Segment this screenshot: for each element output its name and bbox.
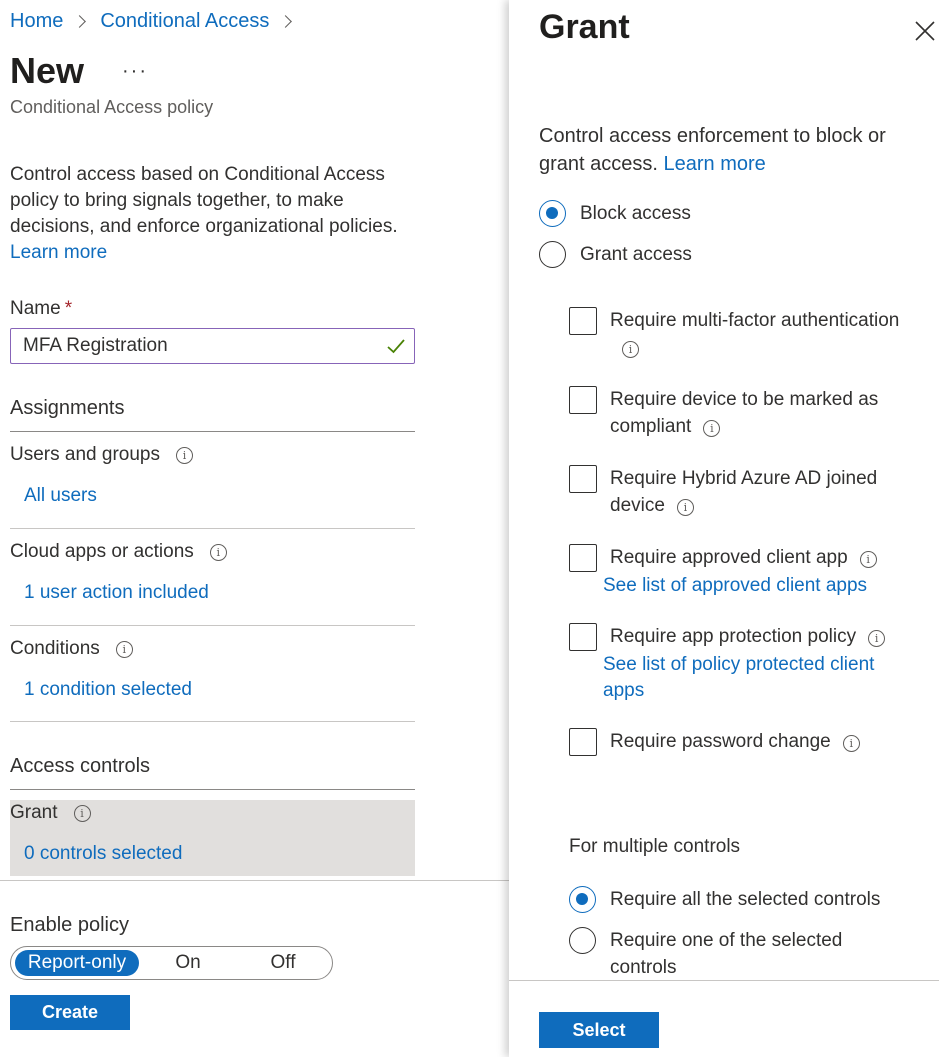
policy-description: [10, 162, 420, 266]
assignments-heading: Assignments: [10, 397, 125, 419]
multiple-controls-label: For multiple controls: [569, 836, 741, 857]
checkmark-icon: [386, 336, 406, 356]
control-approved-client-app-label: Require approved client app i: [610, 544, 900, 571]
control-password-change-label: Require password change i: [610, 728, 900, 755]
checkbox[interactable]: [569, 728, 597, 756]
grant-panel-description: [539, 122, 919, 178]
approved-client-apps-link[interactable]: See list of approved client apps: [603, 575, 868, 596]
grant-description-text: Control access enforcement to block or grant access.: [539, 125, 886, 175]
radio-selected[interactable]: [569, 886, 596, 913]
toggle-report-only[interactable]: Report-only: [15, 950, 139, 976]
checkbox[interactable]: [569, 623, 597, 651]
footer-divider: [509, 980, 939, 981]
cloud-apps-label-text: Cloud apps or actions: [10, 541, 194, 562]
page-title: New: [10, 50, 85, 91]
info-icon[interactable]: i: [176, 447, 193, 464]
grant-access-radio[interactable]: [539, 241, 692, 268]
enable-policy-toggle: [10, 946, 333, 980]
require-all-label: Require all the selected controls: [610, 889, 881, 910]
info-icon[interactable]: i: [703, 420, 720, 437]
radio-unselected[interactable]: [539, 241, 566, 268]
info-icon[interactable]: i: [860, 551, 877, 568]
conditions-label: [10, 638, 133, 660]
info-icon[interactable]: i: [868, 630, 885, 647]
description-text: Control access based on Conditional Access policy to bring signals together, to make decisions, and enforce organizational policies.: [10, 164, 398, 237]
radio-selected[interactable]: [539, 200, 566, 227]
info-icon[interactable]: i: [210, 544, 227, 561]
control-mfa-label: Require multi-factor authenticationi: [610, 310, 900, 356]
control-approved-client-app[interactable]: [569, 544, 900, 572]
name-label: [10, 298, 72, 320]
checkbox[interactable]: [569, 307, 597, 335]
divider: [10, 789, 415, 790]
enable-policy-label: Enable policy: [10, 914, 129, 936]
block-access-label: Block access: [580, 203, 691, 224]
grant-learn-more-link[interactable]: Learn more: [663, 153, 766, 175]
divider: [10, 721, 415, 722]
grant-value-link[interactable]: 0 controls selected: [24, 843, 183, 864]
grant-label-text: Grant: [10, 802, 58, 823]
control-password-change[interactable]: [569, 728, 900, 756]
checkbox[interactable]: [569, 544, 597, 572]
grant-panel: [509, 0, 939, 1057]
toggle-on[interactable]: On: [175, 952, 201, 973]
cloud-apps-label: [10, 541, 227, 563]
more-icon[interactable]: ···: [122, 60, 148, 82]
control-compliant-device[interactable]: [569, 386, 900, 440]
breadcrumb: [10, 10, 306, 33]
breadcrumb-home[interactable]: Home: [10, 10, 64, 32]
grant-access-label: Grant access: [580, 244, 692, 265]
radio-unselected[interactable]: [569, 927, 596, 954]
users-groups-label: [10, 444, 193, 466]
require-all-radio[interactable]: [569, 886, 880, 913]
control-app-protection-label: Require app protection policy i: [610, 623, 900, 650]
divider: [10, 625, 415, 626]
info-icon[interactable]: i: [622, 341, 639, 358]
checkbox[interactable]: [569, 386, 597, 414]
grant-label: [10, 802, 91, 824]
close-icon[interactable]: [914, 20, 936, 42]
toggle-off[interactable]: Off: [270, 952, 296, 973]
users-groups-label-text: Users and groups: [10, 444, 160, 465]
chevron-right-icon: [73, 15, 86, 28]
control-compliant-device-label: Require device to be marked as compliant i: [610, 389, 879, 437]
require-one-label: Require one of the selected controls: [610, 930, 843, 978]
require-one-radio[interactable]: [569, 927, 870, 981]
conditions-label-text: Conditions: [10, 638, 100, 659]
name-input[interactable]: [10, 328, 415, 364]
control-hybrid-joined[interactable]: [569, 465, 900, 519]
control-mfa[interactable]: [569, 307, 900, 361]
footer-divider: [0, 880, 509, 881]
breadcrumb-conditional-access[interactable]: Conditional Access: [100, 10, 270, 32]
cloud-apps-value-link[interactable]: 1 user action included: [24, 582, 209, 603]
divider: [10, 431, 415, 432]
chevron-right-icon: [279, 15, 292, 28]
info-icon[interactable]: i: [74, 805, 91, 822]
divider: [10, 528, 415, 529]
name-label-text: Name: [10, 298, 61, 319]
info-icon[interactable]: i: [116, 641, 133, 658]
select-button[interactable]: Select: [539, 1012, 659, 1048]
create-button[interactable]: Create: [10, 995, 130, 1030]
grant-panel-title: Grant: [539, 8, 630, 46]
users-groups-value-link[interactable]: All users: [24, 485, 97, 506]
conditions-value-link[interactable]: 1 condition selected: [24, 679, 192, 700]
learn-more-link[interactable]: Learn more: [10, 242, 108, 263]
policy-protected-apps-link[interactable]: See list of policy protected client apps: [603, 654, 875, 701]
checkbox[interactable]: [569, 465, 597, 493]
control-app-protection[interactable]: [569, 623, 900, 651]
info-icon[interactable]: i: [677, 499, 694, 516]
page-subtitle: Conditional Access policy: [10, 97, 214, 117]
access-controls-heading: Access controls: [10, 755, 151, 777]
required-mark: *: [64, 298, 73, 319]
control-hybrid-joined-label: Require Hybrid Azure AD joined device i: [610, 468, 878, 516]
name-input-value: MFA Registration: [23, 335, 168, 356]
block-access-radio[interactable]: [539, 200, 691, 227]
info-icon[interactable]: i: [843, 735, 860, 752]
